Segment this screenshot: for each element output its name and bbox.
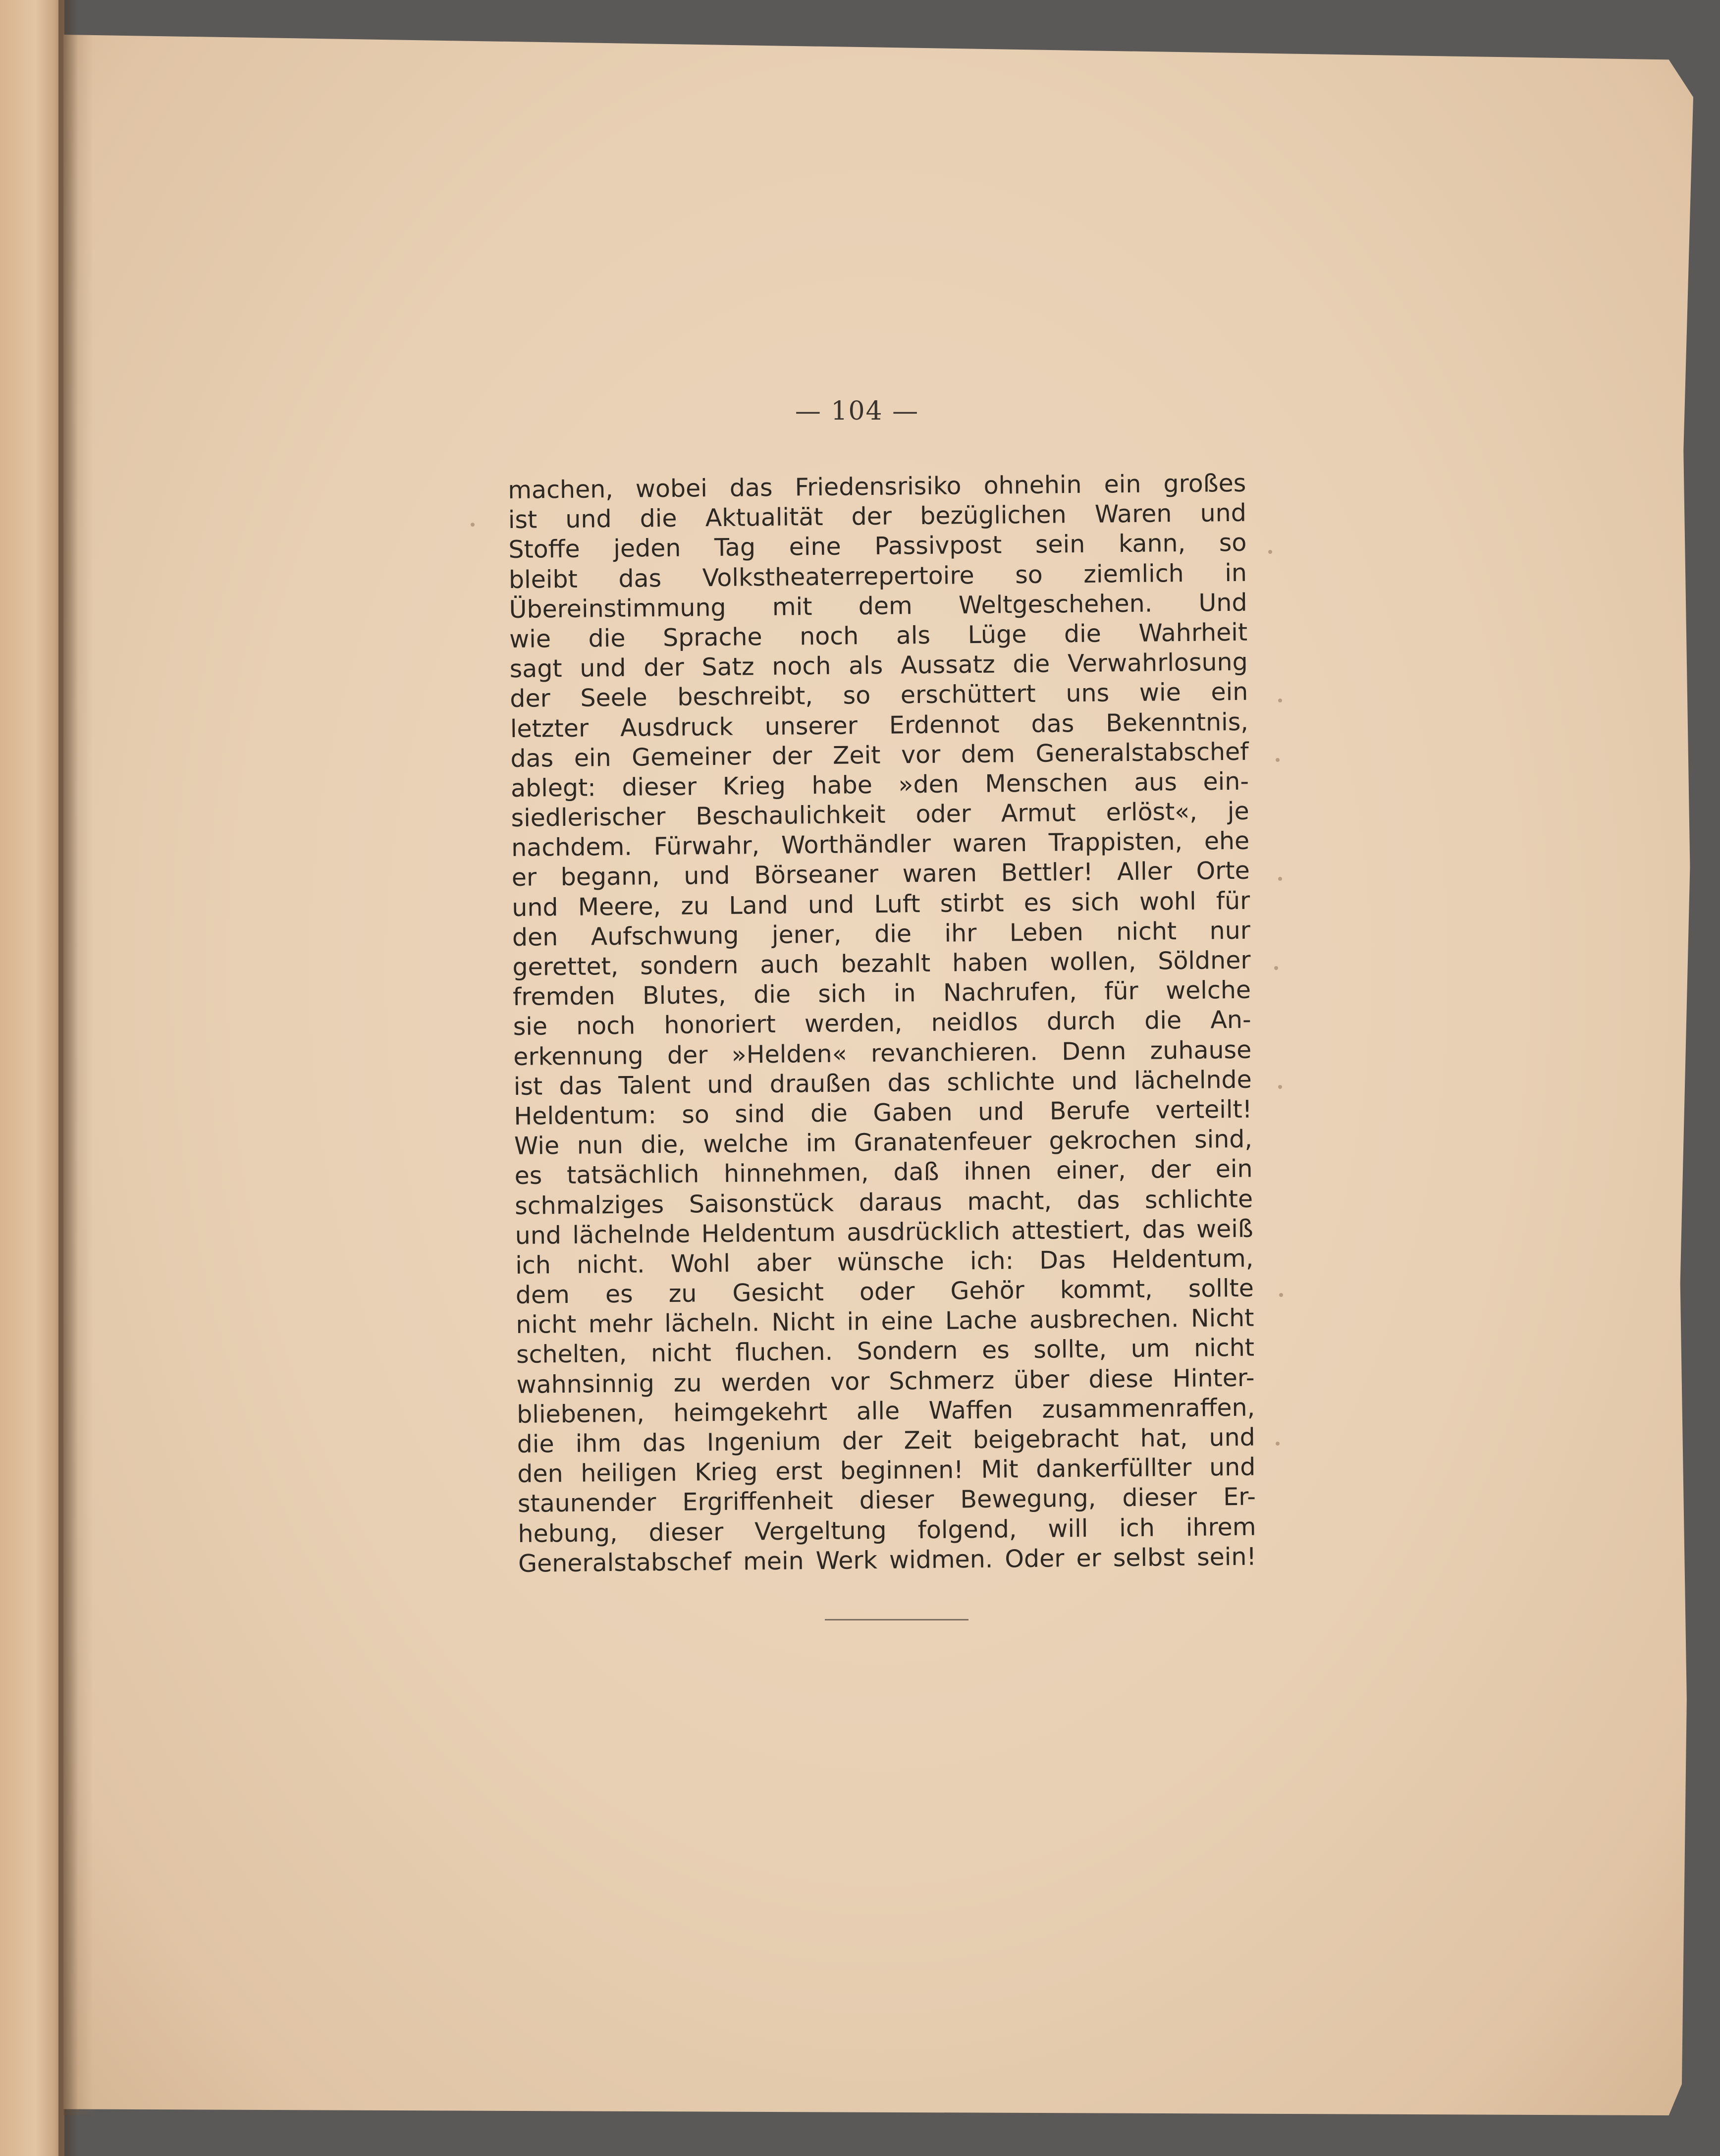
text-line: den Aufschwung jener, die ihr Leben nicht nur	[512, 916, 1251, 952]
text-line: Heldentum: so sind die Gaben und Berufe verteilt!	[514, 1095, 1252, 1131]
text-line: hebung, dieser Vergeltung folgend, will ich ihrem	[518, 1512, 1256, 1548]
text-line: erkennung der »Helden« revanchieren. Denn zuhause	[513, 1035, 1252, 1071]
text-line: dem es zu Gesicht oder Gehör kommt, sollte	[515, 1274, 1254, 1309]
text-line: nicht mehr lächeln. Nicht in eine Lache ausbrechen. Nicht	[516, 1303, 1254, 1340]
text-line: ablegt: dieser Krieg habe »den Menschen aus ein-	[510, 767, 1249, 803]
paper-speck	[1278, 877, 1282, 881]
text-line: sagt und der Satz noch als Aussatz die Verwahrlosung	[509, 647, 1248, 684]
text-line: das ein Gemeiner der Zeit vor dem Generalstabschef	[510, 737, 1249, 773]
spine-shadow	[58, 0, 78, 2156]
text-line: bliebenen, heimgekehrt alle Waffen zusammenraffen,	[516, 1393, 1255, 1429]
body-text	[508, 469, 1256, 1579]
paper-speck	[1278, 1085, 1282, 1089]
left-page-edge	[0, 0, 64, 2156]
paper-speck	[471, 523, 475, 527]
paper-speck	[1279, 1293, 1283, 1297]
text-line: wie die Sprache noch als Lüge die Wahrheit	[509, 618, 1248, 653]
text-line: er begann, und Börseaner waren Bettler! Aller Orte	[511, 857, 1250, 892]
text-line: sie noch honoriert werden, neidlos durch die An-	[513, 1006, 1251, 1041]
text-line: nachdem. Fürwahr, Worthändler waren Trappisten, ehe	[511, 826, 1250, 862]
text-line: und lächelnde Heldentum ausdrücklich attestiert, das weiß	[515, 1214, 1253, 1250]
text-line: bleibt das Volkstheaterrepertoire so ziemlich in	[508, 558, 1247, 594]
text-line: ist das Talent und draußen das schlichte und lächelnde	[513, 1065, 1252, 1101]
text-line: wahnsinnig zu werden vor Schmerz über diese Hinter-	[516, 1363, 1255, 1399]
text-line: der Seele beschreibt, so erschüttert uns wie ein	[510, 677, 1248, 713]
text-line: gerettet, sondern auch bezahlt haben wollen, Söldner	[512, 946, 1251, 981]
text-line: schmalziges Saisonstück daraus macht, das schlichte	[514, 1185, 1253, 1220]
paper-speck	[1268, 550, 1272, 554]
paper-speck	[1276, 758, 1280, 762]
text-line: letzter Ausdruck unserer Erdennot das Bekenntnis,	[510, 707, 1249, 743]
text-line: Stoffe jeden Tag eine Passivpost sein kann, so	[508, 529, 1247, 564]
text-line: schelten, nicht fluchen. Sondern es sollte, um nicht	[516, 1334, 1255, 1369]
text-line: siedlerischer Beschaulichkeit oder Armut erlöst«, je	[511, 797, 1249, 833]
text-line: den heiligen Krieg erst beginnen! Mit dankerfüllter und	[517, 1453, 1256, 1489]
paper-speck	[1278, 699, 1282, 702]
text-line: es tatsächlich hinnehmen, daß ihnen einer, der ein	[514, 1154, 1253, 1190]
text-line: und Meere, zu Land und Luft stirbt es sich wohl für	[512, 886, 1250, 922]
text-line: ist und die Aktualität der bezüglichen Waren und	[508, 498, 1247, 535]
end-rule	[825, 1619, 968, 1620]
text-line: Wie nun die, welche im Granatenfeuer gekrochen sind,	[514, 1125, 1253, 1161]
text-line: Generalstabschef mein Werk widmen. Oder er selbst sein!	[518, 1542, 1257, 1578]
paper-speck	[1276, 1442, 1280, 1446]
text-line: machen, wobei das Friedensrisiko ohnehin ein großes	[508, 469, 1246, 504]
text-line: ich nicht. Wohl aber wünsche ich: Das Heldentum,	[515, 1244, 1254, 1280]
text-line: staunender Ergriffenheit dieser Bewegung, dieser Er-	[517, 1482, 1256, 1518]
text-line: die ihm das Ingenium der Zeit beigebracht hat, und	[517, 1423, 1255, 1458]
text-line: fremden Blutes, die sich in Nachrufen, für welche	[512, 975, 1251, 1012]
text-line: Übereinstimmung mit dem Weltgeschehen. Und	[509, 588, 1247, 624]
paper-speck	[1274, 966, 1278, 970]
page-number: — 104 —	[795, 396, 919, 426]
